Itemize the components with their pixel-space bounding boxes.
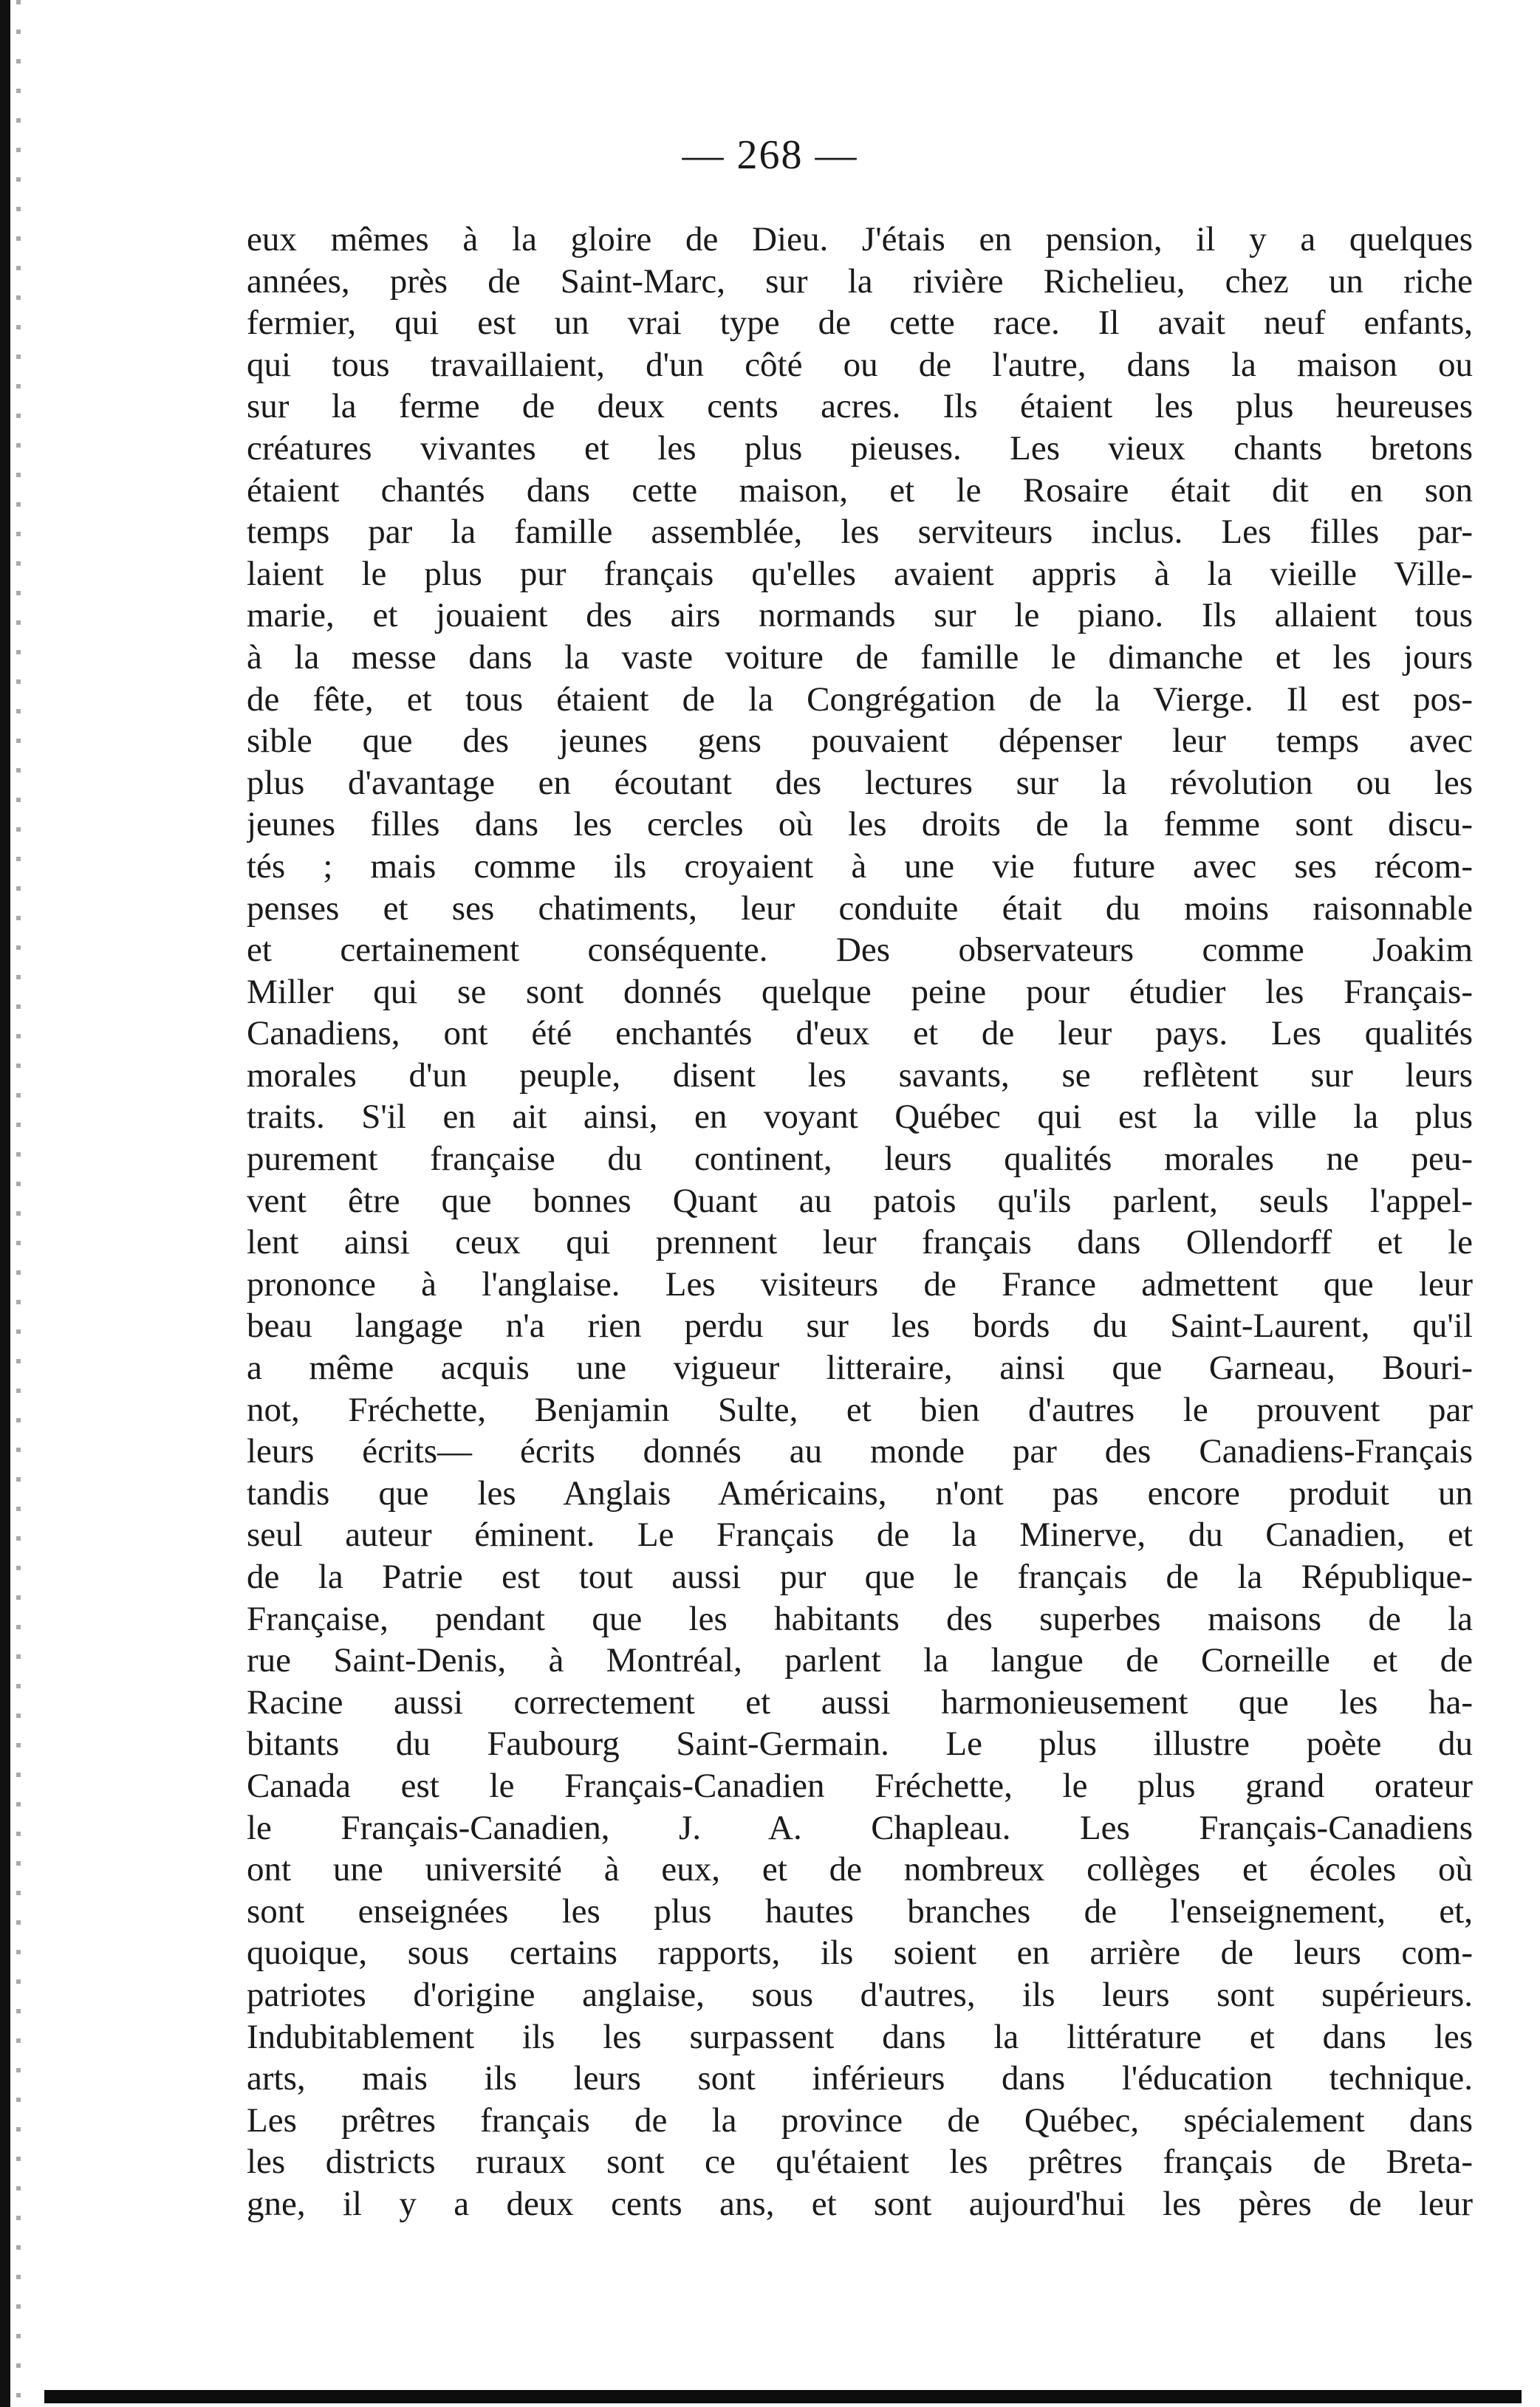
text-line: le Français-Canadien, J. A. Chapleau. Les Français-Canadiens [247, 1808, 1473, 1847]
text-line: plus d'avantage en écoutant des lectures sur la révolution ou les [247, 763, 1473, 802]
text-line: bitants du Faubourg Saint-Germain. Le plus illustre poète du [247, 1725, 1473, 1764]
text-line: a même acquis une vigueur litteraire, ainsi que Garneau, Bouri- [247, 1349, 1473, 1388]
text-line: prononce à l'anglaise. Les visiteurs de France admettent que leur [247, 1264, 1473, 1304]
text-line: sur la ferme de deux cents acres. Ils étaient les plus heureuses [247, 387, 1473, 426]
text-line: temps par la famille assemblée, les serviteurs inclus. Les filles par- [247, 513, 1473, 552]
text-line: Les prêtres français de la province de Québec, spécialement dans [247, 2100, 1473, 2140]
text-line: créatures vivantes et les plus pieuses. Les vieux chants bretons [247, 428, 1473, 468]
text-line: marie, et jouaient des airs normands sur le piano. Ils allaient tous [247, 596, 1473, 635]
text-line: purement française du continent, leurs qualités morales ne peu- [247, 1140, 1473, 1179]
text-line: les districts ruraux sont ce qu'étaient les prêtres français de Breta- [247, 2143, 1473, 2182]
text-line: rue Saint-Denis, à Montréal, parlent la langue de Corneille et de [247, 1641, 1473, 1680]
text-line: morales d'un peuple, disent les savants, se reflètent sur leurs [247, 1055, 1473, 1095]
text-line: seul auteur éminent. Le Français de la Minerve, du Canadien, et [247, 1516, 1473, 1555]
text-line: sont enseignées les plus hautes branches de l'enseignement, et, [247, 1891, 1473, 1931]
page-edge-speckle [16, 0, 21, 2407]
text-line: Racine aussi correctement et aussi harmonieusement que les ha- [247, 1682, 1473, 1722]
page-bottom-rule [44, 2390, 1522, 2403]
text-line: de fête, et tous étaient de la Congrégation de la Vierge. Il est pos- [247, 679, 1473, 719]
text-line: quoique, sous certains rapports, ils soient en arrière de leurs com- [247, 1934, 1473, 1973]
text-line: not, Fréchette, Benjamin Sulte, et bien d'autres le prouvent par [247, 1390, 1473, 1429]
text-line: patriotes d'origine anglaise, sous d'autres, ils leurs sont supérieurs. [247, 1975, 1473, 2014]
text-line: laient le plus pur français qu'elles avaient appris à la vieille Ville- [247, 554, 1473, 593]
text-line: Canada est le Français-Canadien Fréchette, le plus grand orateur [247, 1766, 1473, 1805]
text-line: gne, il y a deux cents ans, et sont aujourd'hui les pères de leur [247, 2184, 1473, 2223]
page-number: — 268 — [682, 132, 858, 178]
text-line: arts, mais ils leurs sont inférieurs dans l'éducation technique. [247, 2059, 1473, 2098]
page-edge-shadow [0, 0, 10, 2407]
text-line: à la messe dans la vaste voiture de famille le dimanche et les jours [247, 637, 1473, 677]
body-text [247, 219, 1473, 2225]
text-line: beau langage n'a rien perdu sur les bords du Saint-Laurent, qu'il [247, 1307, 1473, 1346]
text-line: tandis que les Anglais Américains, n'ont pas encore produit un [247, 1473, 1473, 1513]
text-line: tés ; mais comme ils croyaient à une vie future avec ses récom- [247, 846, 1473, 886]
text-line: leurs écrits— écrits donnés au monde par des Canadiens-Français [247, 1432, 1473, 1471]
text-line: Française, pendant que les habitants des superbes maisons de la [247, 1599, 1473, 1638]
text-line: et certainement conséquente. Des observateurs comme Joakim [247, 931, 1473, 970]
text-line: qui tous travaillaient, d'un côté ou de l'autre, dans la maison ou [247, 345, 1473, 384]
text-line: sible que des jeunes gens pouvaient dépenser leur temps avec [247, 722, 1473, 761]
text-line: eux mêmes à la gloire de Dieu. J'étais en pension, il y a quelques [247, 220, 1473, 258]
text-line: Indubitablement ils les surpassent dans la littérature et dans les [247, 2017, 1473, 2056]
text-line: jeunes filles dans les cercles où les droits de la femme sont discu- [247, 805, 1473, 844]
text-line: Miller qui se sont donnés quelque peine pour étudier les Français- [247, 972, 1473, 1011]
text-line: années, près de Saint-Marc, sur la rivière Richelieu, chez un riche [247, 261, 1473, 301]
text-line: Canadiens, ont été enchantés d'eux et de leur pays. Les qualités [247, 1014, 1473, 1053]
text-line: ont une université à eux, et de nombreux collèges et écoles où [247, 1850, 1473, 1889]
text-line: étaient chantés dans cette maison, et le Rosaire était dit en son [247, 470, 1473, 510]
text-line: lent ainsi ceux qui prennent leur français dans Ollendorff et le [247, 1223, 1473, 1262]
text-line: traits. S'il en ait ainsi, en voyant Québec qui est la ville la plus [247, 1098, 1473, 1137]
text-line: fermier, qui est un vrai type de cette race. Il avait neuf enfants, [247, 304, 1473, 343]
text-line: de la Patrie est tout aussi pur que le français de la République- [247, 1558, 1473, 1596]
text-line: penses et ses chatiments, leur conduite était du moins raisonnable [247, 888, 1473, 928]
text-line: vent être que bonnes Quant au patois qu'ils parlent, seuls l'appel- [247, 1181, 1473, 1220]
